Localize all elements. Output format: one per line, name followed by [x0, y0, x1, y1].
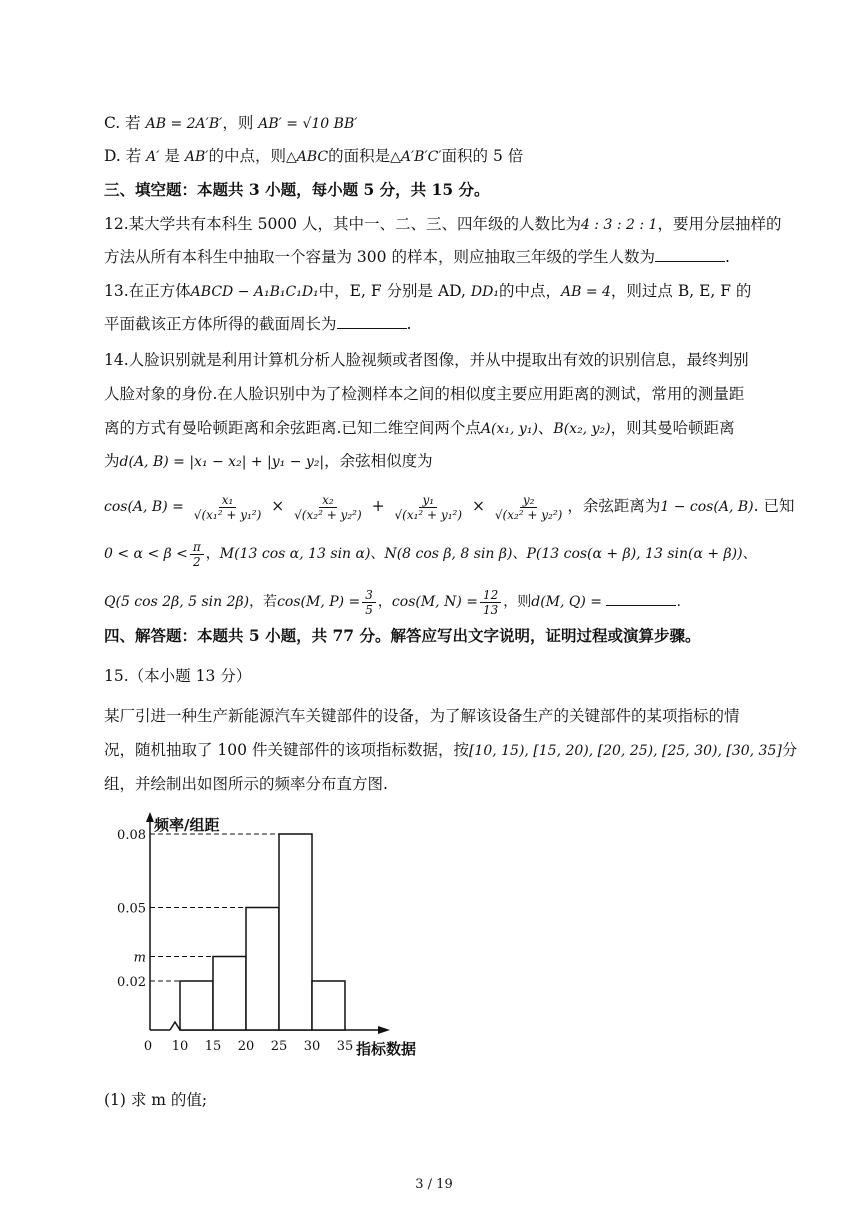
q14-times-1: ×: [271, 497, 285, 515]
x-axis-break: [170, 1022, 180, 1030]
q14-cos-lhs: cos(A, B) =: [104, 499, 184, 515]
q12-line-2: [104, 247, 730, 267]
q13-end: .: [406, 315, 412, 333]
q14-cos-mn: cos(M, N) =: [391, 594, 478, 610]
histogram-bar: [246, 908, 279, 1031]
option-d-mid-3: 的面积是: [328, 147, 391, 165]
option-d-suffix: 面积的 5 倍: [441, 147, 524, 165]
q14-then: ，则: [503, 594, 532, 610]
q14-text-5b: ，余弦距离为: [567, 497, 661, 515]
option-d-math-1: A′: [146, 149, 160, 165]
histogram-bar: [312, 981, 345, 1030]
option-c: [104, 113, 357, 134]
histogram-bar: [279, 834, 312, 1030]
q14-text-4b: ，余弦相似度为: [324, 452, 433, 470]
q13-text-2: 中，E, F 分别是 AD,: [318, 282, 466, 300]
section-3-title: 三、填空题：本题共 3 小题，每小题 5 分，共 15 分。: [104, 180, 490, 199]
q14-condition: 0 < α < β <: [104, 546, 188, 562]
q14-line-4: [104, 451, 433, 472]
option-d-math-4: △A′B′C′: [390, 149, 442, 165]
q12-line-1: [104, 214, 781, 235]
q14-end: .: [676, 594, 681, 610]
option-c-math-2: AB′ = √10 BB′: [258, 116, 358, 132]
q14-sep-4: 、: [742, 546, 757, 562]
q14-line-7: [104, 586, 681, 618]
x-axis-arrow-icon: [378, 1026, 390, 1034]
q15-text-2b: 分: [781, 741, 798, 759]
option-c-mid: ，则: [222, 114, 254, 132]
q15-intervals: [10, 15), [15, 20), [20, 25), [25, 30), [30, 35]: [468, 743, 782, 759]
option-d-prefix: D. 若: [104, 147, 142, 165]
frequency-histogram: [100, 808, 440, 1068]
y-tick-label: 0.05: [117, 901, 146, 917]
q14-answer-blank[interactable]: [606, 591, 676, 606]
q14-sep: 、: [537, 419, 554, 437]
q14-frac-1: $\frac{\text{x₁}}{\text{√(x₁² + y₁²)}}$: [193, 492, 262, 522]
q15-text-2a: 况，随机抽取了 100 件关键部件的该项指标数据，按: [104, 741, 469, 759]
q14-point-p: P(13 cos(α + β), 13 sin(α + β)): [526, 546, 743, 562]
q14-comma-2: ，: [377, 594, 392, 610]
q13-cube: ABCD − A₁B₁C₁D₁: [190, 284, 319, 300]
x-axis-label: 指标数据: [356, 1040, 417, 1058]
q14-frac-3: $\frac{\text{y₁}}{\text{√(x₁² + y₁²)}}$: [394, 492, 462, 522]
q14-point-a: A(x₁, y₁): [480, 421, 538, 437]
y-tick-label: 0.08: [117, 828, 146, 843]
q14-comma-1: ，: [205, 546, 220, 562]
q13-ab: AB = 4: [560, 284, 611, 300]
option-d-math-3: △ABC: [285, 149, 329, 165]
q14-sep-2: 、: [370, 546, 385, 562]
histogram-bar: [213, 957, 246, 1031]
q13-answer-blank[interactable]: [337, 314, 407, 329]
q15-line-2: [104, 740, 797, 761]
y-tick-label: m: [133, 950, 146, 966]
q14-line-2: 人脸对象的身份.在人脸识别中为了检测样本之间的相似度主要应用距离的测试，常用的测量距: [104, 385, 745, 403]
q13-text-5: 平面截该正方体所得的截面周长为: [104, 315, 337, 333]
q14-line-6: [104, 538, 757, 570]
page-number: 3 / 19: [415, 1177, 453, 1192]
q13-text-3: 的中点，: [498, 282, 561, 300]
q12-end: .: [724, 248, 730, 266]
q12-text-1: 12.某大学共有本科生 5000 人，其中一、二、三、四年级的人数比为: [104, 215, 581, 233]
y-tick-label: 0.02: [117, 975, 146, 990]
q15-line-1: 某厂引进一种生产新能源汽车关键部件的设备，为了解该设备生产的关键部件的某项指标的情: [104, 707, 740, 725]
q13-line-1: [104, 281, 751, 302]
q14-text-3a: 离的方式有曼哈顿距离和余弦距离.已知二维空间两个点: [104, 419, 481, 437]
q14-point-m: M(13 cos α, 13 sin α): [219, 546, 371, 562]
x-tick-label: 15: [204, 1039, 222, 1054]
option-d-math-2: AB′: [184, 149, 209, 165]
q14-frac-mp: $\frac{3}{5}$: [362, 588, 376, 617]
q14-text-3b: ，则其曼哈顿距离: [610, 419, 735, 437]
q14-manhattan-formula: d(A, B) = |x₁ − x₂| + |y₁ − y₂|: [119, 454, 325, 470]
q12-answer-blank[interactable]: [655, 247, 725, 262]
option-c-math-1: AB = 2A′B′: [145, 116, 223, 132]
option-d-mid-1: 是: [164, 147, 180, 165]
x-tick-label: 20: [237, 1039, 255, 1054]
q14-line-1: 14.人脸识别就是利用计算机分析人脸视频或者图像，并从中提取出有效的识别信息，最终判别: [104, 351, 749, 369]
histogram-bar: [180, 981, 213, 1030]
q14-cos-distance: 1 − cos(A, B): [660, 499, 754, 515]
q14-cosine-formula: [104, 488, 794, 525]
q14-point-q: Q(5 cos 2β, 5 sin 2β): [104, 594, 250, 610]
q15-line-3: 组，并绘制出如图所示的频率分布直方图.: [104, 775, 388, 793]
x-tick-label: 30: [303, 1039, 321, 1054]
q14-d-mq: d(M, Q) =: [531, 594, 603, 610]
q15-sub-question-1: (1) 求 m 的值;: [104, 1091, 208, 1109]
q14-plus: +: [371, 497, 385, 515]
q14-if: ，若: [249, 594, 278, 610]
q12-text-3: 方法从所有本科生中抽取一个容量为 300 的样本，则应抽取三年级的学生人数为: [104, 248, 655, 266]
q14-text-4a: 为: [104, 452, 120, 470]
option-d-mid-2: 的中点，则: [208, 147, 286, 165]
y-axis-arrow-icon: [146, 812, 154, 822]
q14-sep-3: 、: [512, 546, 527, 562]
x-tick-label: 25: [270, 1039, 288, 1054]
q14-frac-4: $\frac{\text{y₂}}{\text{√(x₂² + y₂²)}}$: [494, 492, 563, 522]
q13-text-4: ，则过点 B, E, F 的: [610, 282, 752, 300]
q12-ratio: 4 : 3 : 2 : 1: [580, 217, 658, 233]
q13-line-2: [104, 314, 411, 334]
x-tick-label: 10: [171, 1039, 189, 1054]
q15-header: 15.（本小题 13 分）: [104, 667, 252, 685]
option-d: [104, 146, 523, 167]
q12-text-2: ，要用分层抽样的: [657, 215, 782, 233]
q14-line-3: [104, 418, 735, 439]
option-c-prefix: C. 若: [104, 114, 141, 132]
q14-frac-2: $\frac{\text{x₂}}{\text{√(x₂² + y₂²)}}$: [294, 492, 362, 522]
section-4-title: 四、解答题：本题共 5 小题，共 77 分。解答应写出文字说明，证明过程或演算步骤。: [104, 626, 701, 645]
q14-point-n: N(8 cos β, 8 sin β): [384, 546, 513, 562]
q14-frac-mn: $\frac{12}{13}$: [480, 588, 501, 617]
q14-point-b: B(x₂, y₂): [553, 421, 611, 437]
y-axis-label: 频率/组距: [154, 816, 220, 834]
x-tick-label: 35: [336, 1039, 354, 1054]
q14-pi-over-2: $\frac{\pi}{2}$: [190, 540, 204, 569]
origin-label: 0: [143, 1039, 153, 1054]
q14-cos-mp: cos(M, P) =: [277, 594, 361, 610]
q14-text-5c: . 已知: [753, 497, 795, 515]
q13-dd1: DD₁: [470, 284, 499, 300]
q14-times-2: ×: [471, 497, 485, 515]
q13-text-1: 13.在正方体: [104, 282, 191, 300]
